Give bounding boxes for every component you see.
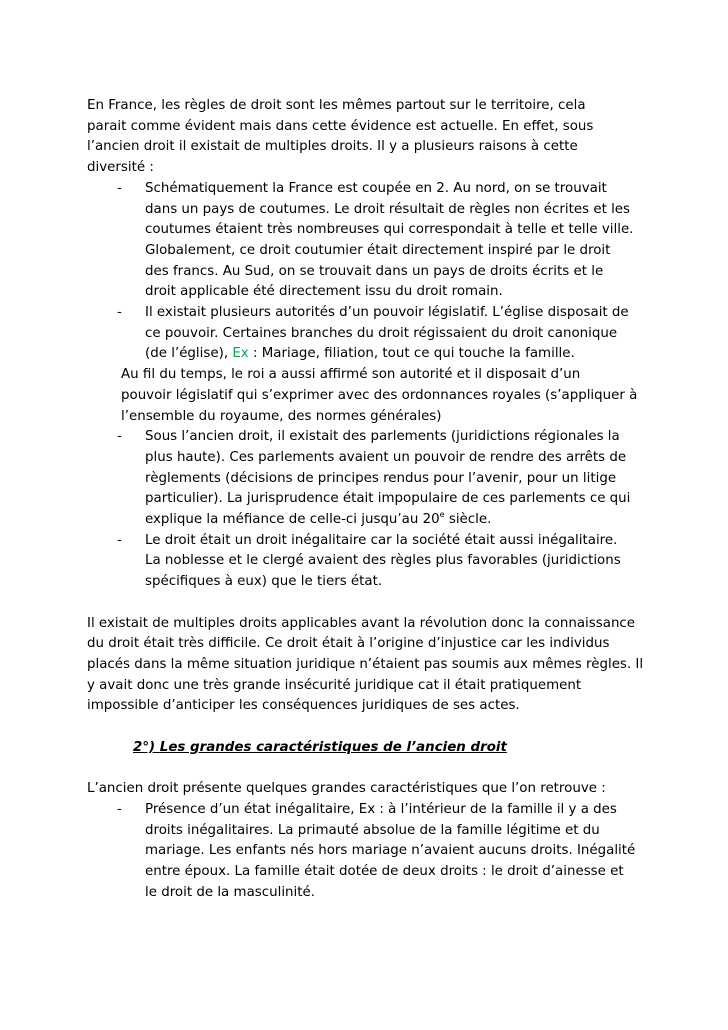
superscript: e bbox=[439, 510, 445, 520]
text-line: pouvoir législatif qui s’exprimer avec des ordonnances royales (s’appliquer à bbox=[121, 387, 638, 403]
text-line: coutumes étaient très nombreuses qui correspondait à telle et telle ville. bbox=[145, 222, 634, 238]
text-line: spécifiques à eux) que le tiers état. bbox=[145, 574, 383, 590]
text-line: Globalement, ce droit coutumier était directement inspiré par le droit bbox=[145, 242, 611, 258]
text-line: Au fil du temps, le roi a aussi affirmé son autorité et il disposait d’un bbox=[121, 367, 581, 383]
text-line: Schématiquement la France est coupée en 2. Au nord, on se trouvait bbox=[145, 180, 607, 196]
document-page bbox=[87, 96, 647, 903]
text-line: Il existait de multiples droits applicables avant la révolution donc la connaissance bbox=[87, 615, 636, 631]
bullet-dash: - bbox=[117, 429, 122, 445]
text-line: règlements (décisions de principes rendus pour l’avenir, pour un litige bbox=[145, 470, 617, 486]
list-item bbox=[87, 303, 647, 365]
example-label: Ex bbox=[232, 346, 249, 362]
list-item bbox=[87, 179, 647, 303]
text-line: mariage. Les enfants nés hors mariage n’avaient aucuns droits. Inégalité bbox=[145, 843, 636, 859]
spacer bbox=[87, 593, 647, 614]
section-heading: 2°) Les grandes caractéristiques de l’ancien droit bbox=[133, 739, 507, 755]
text-line: La noblesse et le clergé avaient des règles plus favorables (juridictions bbox=[145, 553, 621, 569]
text-line: Présence d’un état inégalitaire, Ex : à l’intérieur de la famille il y a des bbox=[145, 801, 617, 817]
text-line: entre époux. La famille était dotée de deux droits : le droit d’ainesse et bbox=[145, 863, 624, 879]
text-fragment: : Mariage, filiation, tout ce qui touche la famille. bbox=[248, 346, 575, 362]
text-line: y avait donc une très grande insécurité juridique cat il était pratiquement bbox=[87, 677, 582, 693]
text-line: Sous l’ancien droit, il existait des parlements (juridictions régionales la bbox=[145, 429, 620, 445]
text-line: l’ancien droit il existait de multiples droits. Il y a plusieurs raisons à cette bbox=[87, 139, 578, 155]
spacer bbox=[87, 758, 647, 779]
text-fragment: explique la méfiance de celle-ci jusqu’au 20 bbox=[145, 512, 440, 528]
text-line bbox=[145, 344, 647, 365]
insecurity-paragraph bbox=[87, 614, 647, 718]
bullet-list-causes bbox=[87, 179, 647, 365]
spacer bbox=[87, 717, 647, 738]
text-line: L’ancien droit présente quelques grandes caractéristiques que l’on retrouve : bbox=[87, 781, 606, 797]
text-line: dans un pays de coutumes. Le droit résultait de règles non écrites et les bbox=[145, 201, 631, 217]
text-fragment: siècle. bbox=[444, 512, 492, 528]
text-line: Le droit était un droit inégalitaire car la société était aussi inégalitaire. bbox=[145, 532, 618, 548]
text-line: impossible d’anticiper les conséquences juridiques de ses actes. bbox=[87, 698, 520, 714]
bullet-list-parlements bbox=[87, 427, 647, 593]
text-line: droits inégalitaires. La primauté absolue de la famille légitime et du bbox=[145, 822, 600, 838]
text-line: des francs. Au Sud, on se trouvait dans un pays de droits écrits et le bbox=[145, 263, 604, 279]
text-line: du droit était très difficile. Ce droit était à l’origine d’injustice car les individus bbox=[87, 636, 610, 652]
text-line bbox=[145, 510, 647, 531]
bullet-list-characteristics bbox=[87, 800, 647, 904]
bullet-dash: - bbox=[117, 180, 122, 196]
intro-paragraph bbox=[87, 96, 647, 179]
text-line: l’ensemble du royaume, des normes générales) bbox=[121, 408, 442, 424]
text-line: le droit de la masculinité. bbox=[145, 884, 315, 900]
bullet-dash: - bbox=[117, 801, 122, 817]
text-line: plus haute). Ces parlements avaient un pouvoir de rendre des arrêts de bbox=[145, 449, 627, 465]
text-line: diversité : bbox=[87, 160, 154, 176]
list-item bbox=[87, 531, 647, 593]
text-line: parait comme évident mais dans cette évidence est actuelle. En effet, sous bbox=[87, 118, 594, 134]
characteristics-intro bbox=[87, 779, 647, 800]
text-line: particulier). La jurisprudence était impopulaire de ces parlements ce qui bbox=[145, 491, 631, 507]
text-line: En France, les règles de droit sont les mêmes partout sur le territoire, cela bbox=[87, 98, 586, 113]
text-line: Il existait plusieurs autorités d’un pouvoir législatif. L’église disposait de bbox=[145, 305, 629, 321]
royal-authority-paragraph bbox=[87, 365, 647, 427]
text-line: ce pouvoir. Certaines branches du droit régissaient du droit canonique bbox=[145, 325, 618, 341]
list-item bbox=[87, 800, 647, 904]
text-fragment: (de l’église), bbox=[145, 346, 233, 362]
text-line: placés dans la même situation juridique n’étaient pas soumis aux mêmes règles. Il bbox=[87, 656, 644, 672]
bullet-dash: - bbox=[117, 532, 122, 548]
text-line: droit applicable été directement issu du droit romain. bbox=[145, 284, 503, 300]
bullet-dash: - bbox=[117, 305, 122, 321]
list-item bbox=[87, 427, 647, 531]
